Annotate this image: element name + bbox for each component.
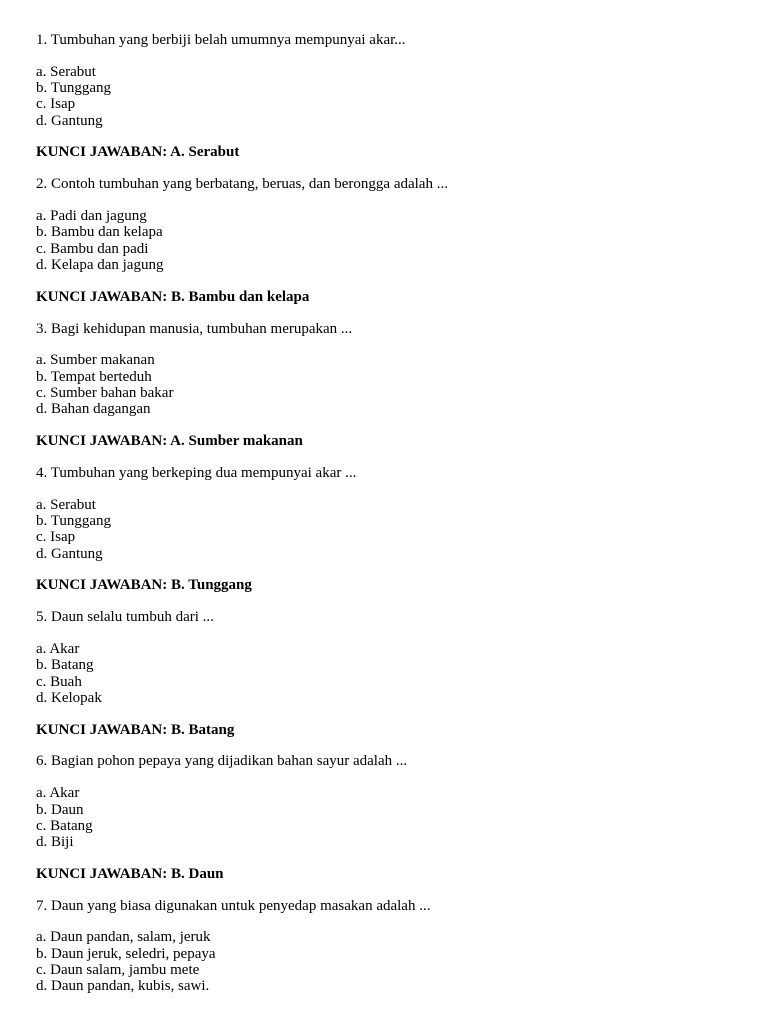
question-block	[36, 176, 736, 305]
option-list	[36, 785, 736, 850]
question-block	[36, 898, 736, 995]
question-block	[36, 321, 736, 450]
option-item: a. Serabut	[36, 63, 96, 80]
option-item: a. Daun pandan, salam, jeruk	[36, 929, 211, 946]
option-item: b. Tunggang	[36, 512, 112, 529]
question-text: 5. Daun selalu tumbuh dari ...	[36, 609, 214, 626]
answer-key: KUNCI JAWABAN: B. Bambu dan kelapa	[36, 288, 310, 305]
question-text: 3. Bagi kehidupan manusia, tumbuhan merupakan ...	[36, 320, 353, 337]
option-item: c. Isap	[36, 529, 76, 546]
question-text: 6. Bagian pohon pepaya yang dijadikan bahan sayur adalah ...	[36, 753, 408, 770]
document-page	[36, 32, 736, 1010]
option-item: c. Sumber bahan bakar	[36, 384, 174, 401]
option-item: d. Bahan dagangan	[36, 401, 151, 418]
option-item: a. Akar	[36, 785, 80, 802]
option-list	[36, 352, 736, 417]
option-item: d. Biji	[36, 834, 74, 851]
option-item: b. Batang	[36, 657, 94, 674]
option-list	[36, 497, 736, 562]
question-block	[36, 753, 736, 882]
option-item: a. Sumber makanan	[36, 352, 155, 369]
option-item: b. Bambu dan kelapa	[36, 224, 163, 241]
option-item: d. Gantung	[36, 112, 103, 129]
option-item: c. Batang	[36, 817, 93, 834]
option-item: d. Gantung	[36, 545, 103, 562]
answer-key: KUNCI JAWABAN: B. Daun	[36, 865, 224, 882]
question-block	[36, 609, 736, 738]
answer-key: KUNCI JAWABAN: B. Batang	[36, 721, 235, 738]
option-item: a. Padi dan jagung	[36, 208, 147, 225]
option-item: c. Daun salam, jambu mete	[36, 962, 200, 979]
option-item: b. Tunggang	[36, 80, 112, 97]
option-item: a. Serabut	[36, 496, 96, 513]
option-item: c. Buah	[36, 673, 82, 690]
option-list	[36, 929, 736, 994]
option-list	[36, 208, 736, 273]
option-list	[36, 64, 736, 129]
option-item: d. Daun pandan, kubis, sawi.	[36, 978, 210, 995]
question-text: 7. Daun yang biasa digunakan untuk penyedap masakan adalah ...	[36, 897, 431, 914]
option-item: c. Isap	[36, 96, 76, 113]
option-list	[36, 641, 736, 706]
option-item: b. Tempat berteduh	[36, 368, 152, 385]
question-block	[36, 465, 736, 594]
question-block	[36, 32, 736, 161]
option-item: a. Akar	[36, 640, 80, 657]
question-text: 1. Tumbuhan yang berbiji belah umumnya mempunyai akar...	[36, 32, 406, 48]
question-text: 2. Contoh tumbuhan yang berbatang, beruas, dan berongga adalah ...	[36, 176, 448, 193]
option-item: d. Kelapa dan jagung	[36, 256, 164, 273]
option-item: c. Bambu dan padi	[36, 240, 149, 257]
option-item: b. Daun jeruk, seledri, pepaya	[36, 945, 216, 962]
option-item: b. Daun	[36, 801, 84, 818]
answer-key: KUNCI JAWABAN: A. Sumber makanan	[36, 433, 303, 450]
option-item: d. Kelopak	[36, 689, 102, 706]
answer-key: KUNCI JAWABAN: A. Serabut	[36, 144, 240, 161]
answer-key: KUNCI JAWABAN: B. Tunggang	[36, 577, 252, 594]
question-text: 4. Tumbuhan yang berkeping dua mempunyai akar ...	[36, 464, 357, 481]
